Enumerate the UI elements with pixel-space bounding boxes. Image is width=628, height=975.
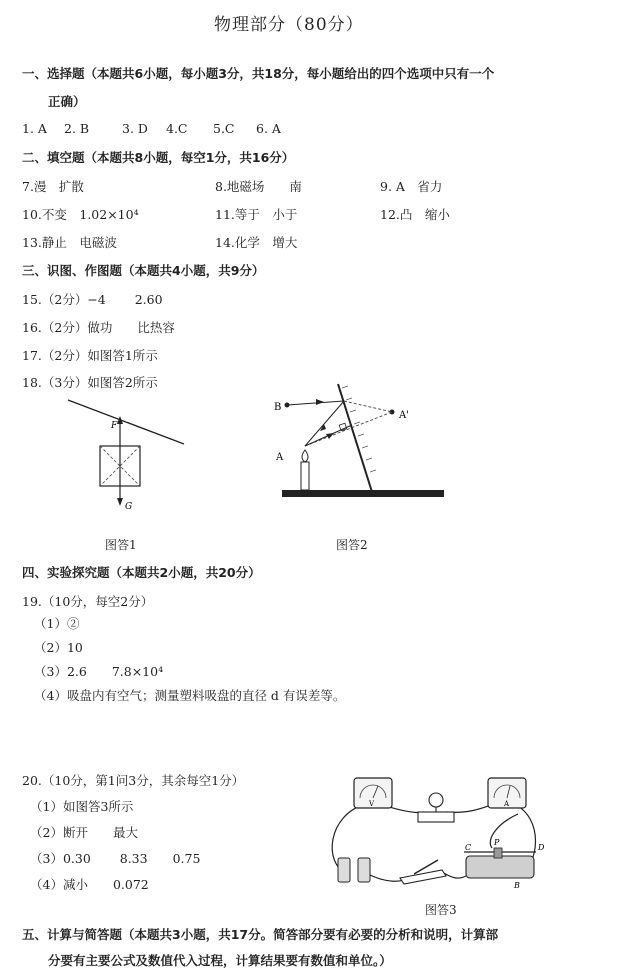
- voltmeter-label: V: [369, 800, 375, 808]
- fill-answer-9: 9. A 省力: [380, 179, 443, 194]
- q20-answer-3: （3）0.30 8.33 0.75: [30, 851, 201, 866]
- switch: [400, 870, 446, 884]
- point-b-label: B: [274, 402, 282, 413]
- q20-answer-1: （1）如图答3所示: [30, 799, 134, 814]
- q19-header: 19.（10分，每空2分）: [22, 594, 154, 609]
- q19-answer-3: （3）2.6 7.8×10⁴: [34, 664, 164, 679]
- section1-heading-cont: 正确）: [48, 94, 86, 109]
- fill-answer-11: 11.等于 小于: [215, 207, 298, 222]
- terminal-c-label: C: [465, 843, 472, 852]
- point-a-label: A: [276, 452, 284, 463]
- answer-6: 6. A: [256, 121, 281, 136]
- page-title: 物理部分（80分）: [214, 15, 364, 35]
- lamp-holder: [418, 812, 454, 822]
- answer-17: 17.（2分）如图答1所示: [22, 348, 158, 363]
- fill-answer-8: 8.地磁场 南: [215, 179, 302, 194]
- slider-p-label: P: [494, 838, 500, 847]
- q20-header: 20.（10分，第1问3分，其余每空1分）: [22, 773, 245, 788]
- force-g-label: G: [125, 502, 133, 512]
- section2-heading: 二、填空题（本题共8小题，每空1分，共16分）: [22, 150, 295, 165]
- q19-answer-2: （2）10: [34, 640, 83, 655]
- fill-answer-14: 14.化学 增大: [215, 235, 298, 250]
- figure-2-mirror-diagram: [262, 380, 452, 505]
- fill-answer-12: 12.凸 缩小: [380, 207, 450, 222]
- figure-3-caption: 图答3: [425, 903, 457, 917]
- figure-1-force-diagram: [60, 392, 200, 520]
- section1-heading: 一、选择题（本题共6小题，每小题3分，共18分，每小题给出的四个选项中只有一个: [22, 66, 495, 81]
- light-bulb: [429, 793, 443, 807]
- answer-3: 3. D: [122, 121, 148, 136]
- fill-answer-10: 10.不变 1.02×10⁴: [22, 207, 139, 222]
- figure-2-caption: 图答2: [336, 538, 368, 552]
- battery-2: [358, 858, 370, 882]
- force-f-label: F: [111, 421, 118, 431]
- q19-answer-1: （1）②: [34, 616, 80, 631]
- answer-18: 18.（3分）如图答2所示: [22, 375, 158, 390]
- q20-answer-4: （4）减小 0.072: [30, 877, 149, 892]
- q20-answer-2: （2）断开 最大: [30, 825, 138, 840]
- terminal-d-label: D: [538, 843, 545, 852]
- answer-4: 4.C: [166, 121, 188, 136]
- section5-heading: 五、计算与简答题（本题共3小题，共17分。简答部分要有必要的分析和说明，计算部: [22, 927, 499, 942]
- fill-answer-13: 13.静止 电磁波: [22, 235, 117, 250]
- terminal-b-label: B: [514, 881, 520, 890]
- answer-2: 2. B: [64, 121, 90, 136]
- section5-heading-cont: 分要有主要公式及数值代入过程，计算结果要有数值和单位。）: [48, 953, 392, 968]
- figure-1-caption: 图答1: [105, 538, 137, 552]
- answer-16: 16.（2分）做功 比热容: [22, 320, 175, 335]
- answer-15: 15.（2分）−4 2.60: [22, 292, 163, 307]
- image-a-label: A': [399, 410, 409, 421]
- fill-answer-7: 7.漫 扩散: [22, 179, 84, 194]
- battery-1: [338, 858, 350, 882]
- section3-heading: 三、识图、作图题（本题共4小题，共9分）: [22, 263, 265, 278]
- rheostat: [466, 856, 534, 878]
- answer-5: 5.C: [213, 121, 235, 136]
- figure-3-circuit-diagram: [318, 774, 550, 902]
- section4-heading: 四、实验探究题（本题共2小题，共20分）: [22, 565, 261, 580]
- q19-answer-4: （4）吸盘内有空气；测量塑料吸盘的直径 d 有误差等。: [34, 688, 346, 703]
- answer-1: 1. A: [22, 121, 47, 136]
- ammeter-label: A: [504, 800, 510, 808]
